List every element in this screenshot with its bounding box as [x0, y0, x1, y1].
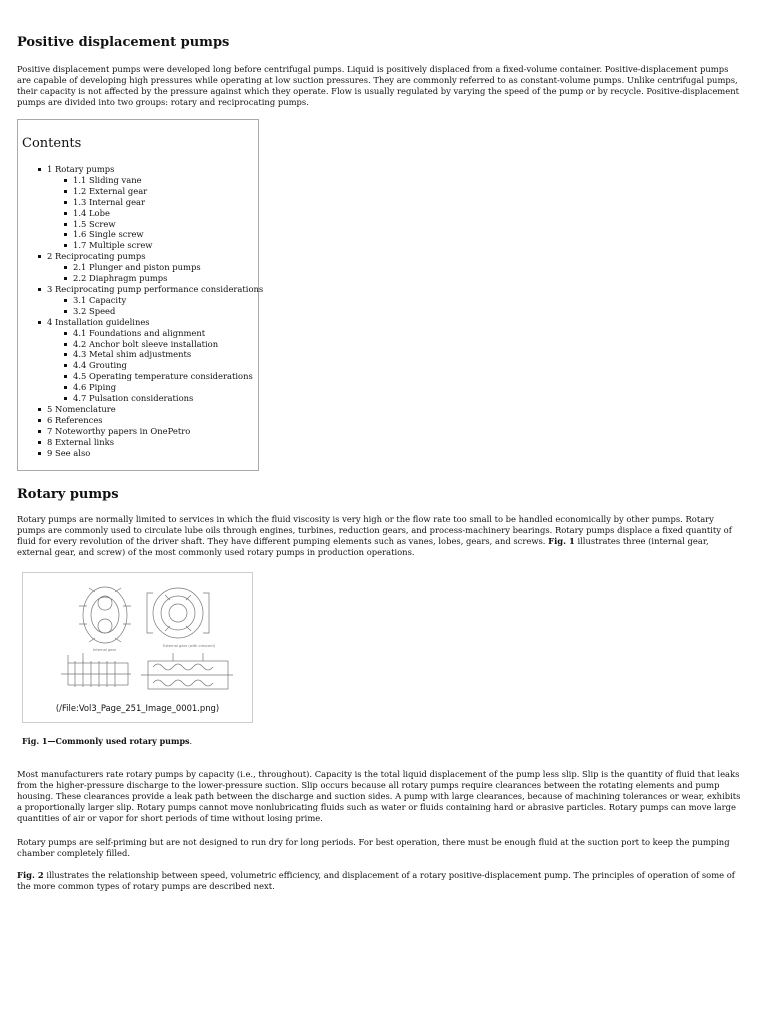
label-external-gear: External gear (with crescent) — [163, 644, 216, 648]
toc-item[interactable]: 2 Reciprocating pumps — [38, 251, 263, 262]
toc-subitem[interactable]: 4.3 Metal shim adjustments — [64, 349, 263, 360]
toc-sublist — [38, 328, 263, 404]
toc-item[interactable]: 3 Reciprocating pump performance considerations — [38, 284, 263, 295]
toc-item[interactable]: 6 References — [38, 415, 263, 426]
rotary-paragraph-1 — [17, 514, 743, 558]
toc-subitem[interactable]: 3.2 Speed — [64, 306, 263, 317]
toc-list — [38, 164, 263, 458]
toc-subitem[interactable]: 1.1 Sliding vane — [64, 175, 263, 186]
toc-title: Contents — [22, 136, 82, 151]
figure-1 — [22, 572, 253, 723]
label-internal-gear: Internal gear — [93, 648, 117, 652]
fig2-ref[interactable]: Fig. 2 — [17, 870, 44, 880]
table-of-contents — [17, 119, 264, 471]
toc-subitem[interactable]: 1.2 External gear — [64, 186, 263, 197]
toc-subitem[interactable]: 1.7 Multiple screw — [64, 240, 263, 251]
rotary-paragraph-3: Rotary pumps are self-priming but are not designed to run dry for long periods. For best operation, there must be enough fluid at the suction port to keep the pumping chamber completely filled. — [17, 837, 730, 858]
intro-paragraph: Positive displacement pumps were developed long before centrifugal pumps. Liquid is positively displaced from a fixed-volume container. Positive-displacement pumps are capable of developing high pressures while operating at low suction pressures. They are commonly referred to as constant-volume pumps. Unlike centrifugal pumps, their capacity is not affected by the pressure against which they operate. Flow is usually regulated by varying the speed of the pump or by recycle. Positive-displacement pumps are divided into two groups: rotary and reciprocating pumps. — [17, 64, 739, 107]
toc-subitem[interactable]: 4.2 Anchor bolt sleeve installation — [64, 339, 263, 350]
toc-subitem[interactable]: 4.6 Piping — [64, 382, 263, 393]
toc-item[interactable]: 5 Nomenclature — [38, 404, 263, 415]
toc-subitem[interactable]: 1.5 Screw — [64, 219, 263, 230]
toc-subitem[interactable]: 4.1 Foundations and alignment — [64, 328, 263, 339]
figure-1-caption — [22, 736, 192, 746]
toc-sublist — [38, 295, 263, 317]
toc-sublist — [38, 175, 263, 251]
toc-item[interactable]: 1 Rotary pumps — [38, 164, 263, 175]
rotary-text-b: illustrates three (internal gear, external gear, and screw) of the most commonly used rotary pumps in production operations. — [17, 536, 709, 557]
toc-item[interactable]: 4 Installation guidelines — [38, 317, 263, 328]
toc-subitem[interactable]: 4.7 Pulsation considerations — [64, 393, 263, 404]
caption-tail: . — [189, 737, 193, 746]
toc-item[interactable]: 8 External links — [38, 437, 263, 448]
rotary-pumps-drawing[interactable] — [23, 573, 252, 698]
toc-subitem[interactable]: 2.2 Diaphragm pumps — [64, 273, 263, 284]
toc-item[interactable]: 9 See also — [38, 448, 263, 459]
section-heading-rotary-pumps: Rotary pumps — [17, 487, 119, 502]
rotary-paragraph-4 — [17, 870, 743, 892]
toc-subitem[interactable]: 3.1 Capacity — [64, 295, 263, 306]
caption-text: Fig. 1—Commonly used rotary pumps — [22, 736, 190, 746]
rotary-paragraph-2: Most manufacturers rate rotary pumps by capacity (i.e., throughout). Capacity is the total liquid displacement of the pump less slip. Slip is the quantity of fluid that leaks from the higher-pressure discharge to the lower-pressure suction. Slip occurs because all rotary pumps require clearances between the rotating elements and pump housing. These clearances provide a leak path between the discharge and suction sides. A pump with large clearances, because of machining tolerances or wear, exhibits a proportionally larger slip. Rotary pumps cannot move nonlubricating fluids such as water or fluids containing hard or abrasive particles. Rotary pumps can move large quantities of air or vapor for short periods of time without losing prime. — [17, 769, 741, 823]
toc-subitem[interactable]: 1.4 Lobe — [64, 208, 263, 219]
toc-item[interactable]: 7 Noteworthy papers in OnePetro — [38, 426, 263, 437]
rotary-text-a: Rotary pumps are normally limited to services in which the fluid viscosity is very high or the flow rate too small to be handled economically by other pumps. Rotary pumps are commonly used to circulate lube oils through engines, turbines, reduction gears, and process-machinery bearings. Rotary pumps displace a fixed quantity of fluid for every revolution of the driver shaft. They have different pumping elements such as vanes, lobes, gears, and screws. — [17, 514, 732, 546]
toc-subitem[interactable]: 2.1 Plunger and piston pumps — [64, 262, 263, 273]
rotary-text-p4: illustrates the relationship between speed, volumetric efficiency, and displacement of a rotary positive-displacement pump. The principles of operation of some of the more common types of rotary pumps are described next. — [17, 870, 735, 891]
toc-subitem[interactable]: 4.4 Grouting — [64, 360, 263, 371]
toc-subitem[interactable]: 1.3 Internal gear — [64, 197, 263, 208]
toc-subitem[interactable]: 4.5 Operating temperature considerations — [64, 371, 263, 382]
toc-subitem[interactable]: 1.6 Single screw — [64, 229, 263, 240]
fig1-ref[interactable]: Fig. 1 — [548, 536, 575, 546]
page-title: Positive displacement pumps — [17, 35, 230, 50]
figure-file-link[interactable]: (/File:Vol3_Page_251_Image_0001.png) — [55, 703, 220, 713]
toc-sublist — [38, 262, 263, 284]
